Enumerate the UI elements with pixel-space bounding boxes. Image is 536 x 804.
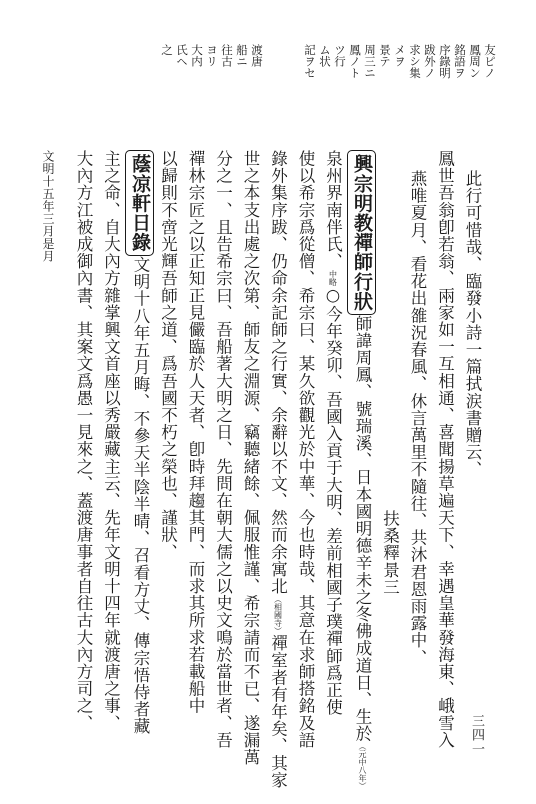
text-column: 使以希宗爲從僧、希宗曰、某久欲觀光於中華、今也時哉、其意在求師搭銘及語: [296, 150, 315, 749]
text-column: 以歸則不啻光輝吾師之道、爲吾國不朽之榮也、謹狀、: [158, 150, 178, 561]
poem-column: 燕唯夏月、看花出雒況春風、休言萬里不隨往、共沐君恩雨露中、: [408, 170, 427, 666]
headnote-column: 記ヲセ: [303, 44, 317, 79]
headnote-column: 周三ニ: [363, 44, 377, 79]
headnote-column: 求シ集: [408, 44, 422, 79]
headnote-column: 船ニ: [235, 44, 249, 67]
inline-note: 中略: [328, 269, 338, 286]
text-column: 禪林宗匠之以正知正見儼臨於人天者、卽時拜趨其門、而求其所求若載船中: [186, 150, 205, 715]
headnote-right-group: [303, 44, 496, 114]
headnote-left-group: [160, 44, 263, 114]
headnote-column: 渡唐: [250, 44, 264, 67]
text-column: 大內方江被成御內書、其案文爲愚一見來之、蓋渡唐事者自往古大內方司之、: [74, 150, 93, 732]
headnote-column: メヲ: [393, 44, 407, 67]
headnote-column: ヨリ: [205, 44, 219, 67]
text-run: ○今年癸卯、吾國入貢于大明、差前相國子璞禪師爲正使: [323, 285, 343, 716]
headnote-column: ム状: [318, 44, 332, 67]
section-title: 興宗明教禪師行狀: [347, 150, 377, 315]
poem-column: 鳳世吾翁卽若翁、兩家如一互相通、喜聞揚草遍天下、幸遇皇華發海東、峨雪入: [435, 150, 455, 749]
margin-date: 文明十五年三月是月: [41, 150, 55, 263]
text-column: 主之命、自大內方雜掌興文首座以秀嚴藏主云、先年文明十四年就渡唐之事、: [101, 150, 121, 732]
headnote-column: 氏ヘ: [175, 44, 189, 67]
text-column: 此行可惜哉、臨發小詩一篇拭涙書贈云、: [463, 170, 482, 478]
text-run: 文明十八年五月晦、不參天半陰半晴、召看方丈、傳宗悟侍者藏: [131, 256, 150, 735]
text-column: [347, 150, 377, 791]
page-number: 三四一: [469, 714, 484, 756]
text-run: 師諱周鳳、號瑞溪、日本國明德辛未之冬佛成道日、生於: [353, 314, 372, 743]
inline-note: （相國寺）: [273, 594, 283, 635]
headnote-column: ツ行: [333, 44, 347, 67]
text-run: 錄外集序跋、仍命余記師之行實、余辭以不文、然而余寓北: [268, 150, 288, 595]
headnote-column: 往古: [220, 44, 234, 67]
text-column: 世之本支出處之次第、師友之淵源、竊聽緒餘、佩服惟謹、希宗請而不已、遂漏萬: [241, 150, 260, 766]
text-run: 泉州界南伴氏、: [323, 150, 343, 270]
section-title: 蔭凉軒日錄: [125, 150, 155, 256]
headnote-column: 銘語ヲ: [453, 44, 467, 79]
headnote-column: 鳳ノト: [348, 44, 362, 79]
text-column: [125, 150, 155, 735]
inline-note: （元中八年）: [358, 742, 367, 791]
headnote-column: 友ピノ: [483, 44, 497, 79]
headnote-column: 大内: [190, 44, 204, 67]
headnote-column: 景テ: [378, 44, 392, 67]
text-column: 分之一、且告希宗曰、吾船著大明之日、先問在朝大儒之以史文鳴於當世者、吾: [213, 150, 233, 749]
headnote-column: 鳳周ン: [468, 44, 482, 79]
headnote: [36, 44, 496, 114]
headnote-column: 之: [160, 44, 174, 56]
text-column: [319, 150, 347, 730]
headnote-column: 跋外ノ: [423, 44, 437, 79]
headnote-column: 序錄明: [438, 44, 452, 79]
text-column: [264, 150, 292, 789]
text-run: 禪室者有年矣、其家: [268, 634, 288, 789]
poem-attribution: 扶桑釋景三: [380, 510, 400, 596]
